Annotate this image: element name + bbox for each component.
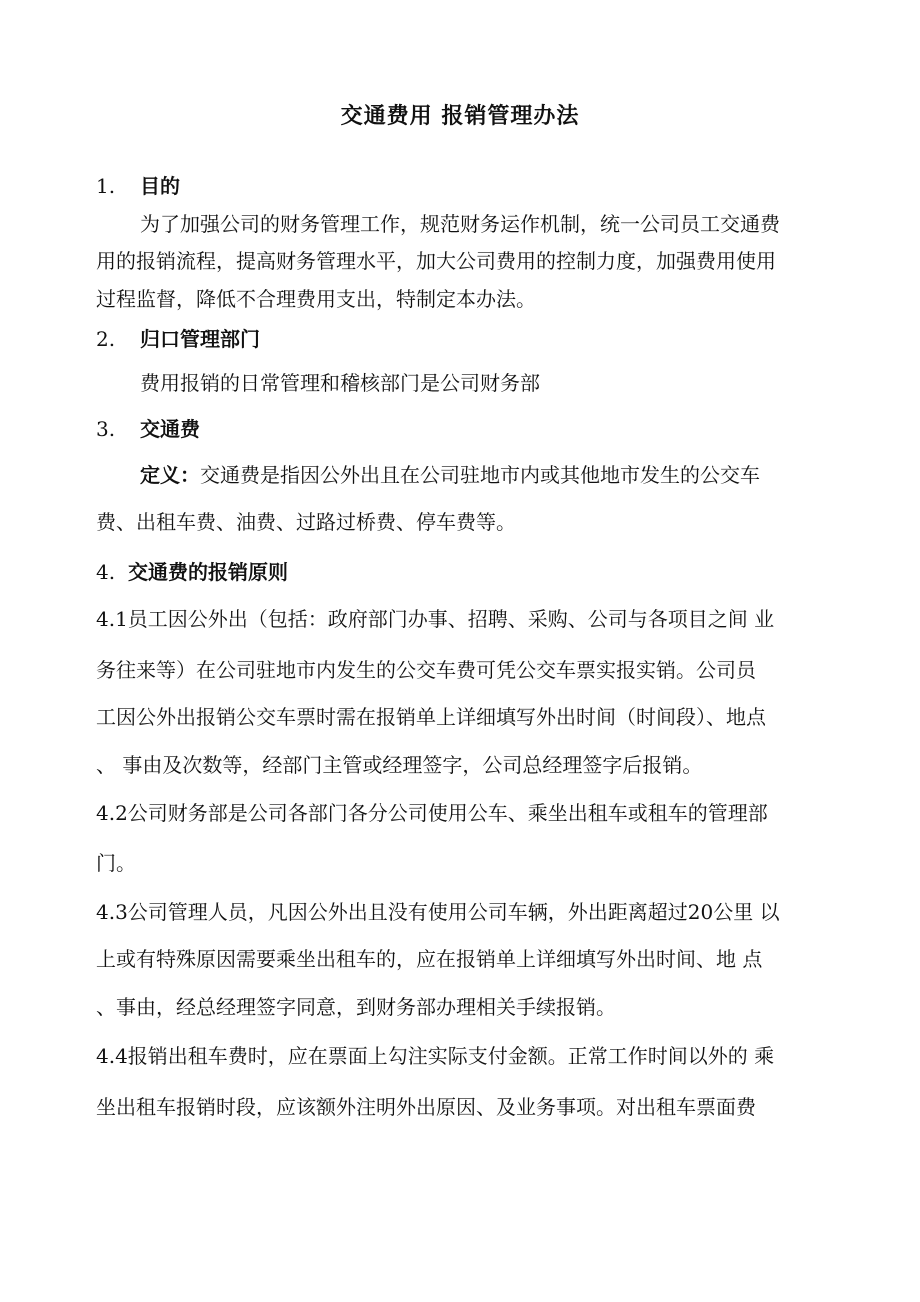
section-heading-purpose bbox=[96, 172, 180, 200]
section-heading-department bbox=[96, 325, 260, 353]
definition-line bbox=[140, 461, 760, 489]
clause-line: 上或有特殊原因需要乘坐出租车的，应在报销单上详细填写外出时间、地 点 bbox=[96, 947, 763, 971]
clause-line: 4.1员工因公外出（包括：政府部门办事、招聘、采购、公司与各项目之间 业 bbox=[96, 607, 775, 631]
paragraph-line: 为了加强公司的财务管理工作，规范财务运作机制，统一公司员工交通费 bbox=[140, 212, 780, 236]
paragraph-line: 费用报销的日常管理和稽核部门是公司财务部 bbox=[140, 371, 540, 395]
section-number: 4. bbox=[96, 560, 116, 584]
section-heading-transport bbox=[96, 415, 200, 443]
section-heading-principles bbox=[96, 558, 288, 586]
clause-line: 、 事由及次数等，经部门主管或经理签字，公司总经理签字后报销。 bbox=[96, 753, 703, 777]
paragraph-line: 过程监督，降低不合理费用支出，特制定本办法。 bbox=[96, 287, 536, 311]
section-number: 3. bbox=[96, 417, 116, 441]
section-number: 1. bbox=[96, 174, 116, 198]
clause-line: 4.4报销出租车费时，应在票面上勾注实际支付金额。正常工作时间以外的 乘 bbox=[96, 1044, 775, 1068]
paragraph-line: 用的报销流程，提高财务管理水平，加大公司费用的控制力度，加强费用使用 bbox=[96, 249, 776, 273]
paragraph-line: 费、出租车费、油费、过路过桥费、停车费等。 bbox=[96, 510, 516, 534]
clause-line: 务往来等）在公司驻地市内发生的公交车费可凭公交车票实报实销。公司员 bbox=[96, 658, 756, 682]
section-number: 2. bbox=[96, 327, 116, 351]
section-title: 交通费的报销原则 bbox=[128, 560, 288, 584]
section-title: 交通费 bbox=[140, 417, 200, 441]
clause-line: 4.3公司管理人员，凡因公外出且没有使用公司车辆，外出距离超过20公里 以 bbox=[96, 900, 780, 924]
clause-line: 坐出租车报销时段，应该额外注明外出原因、及业务事项。对出租车票面费 bbox=[96, 1095, 756, 1119]
definition-label: 定义： bbox=[140, 463, 200, 487]
clause-line: 门。 bbox=[96, 851, 136, 875]
clause-line: 4.2公司财务部是公司各部门各分公司使用公车、乘坐出租车或租车的管理部 bbox=[96, 801, 768, 825]
section-title: 目的 bbox=[140, 174, 180, 198]
definition-text: 交通费是指因公外出且在公司驻地市内或其他地市发生的公交车 bbox=[200, 463, 760, 487]
clause-line: 工因公外出报销公交车票时需在报销单上详细填写外出时间（时间段）、地点 bbox=[96, 705, 766, 729]
document-title: 交通费用 报销管理办法 bbox=[340, 104, 580, 129]
clause-line: 、事由，经总经理签字同意，到财务部办理相关手续报销。 bbox=[96, 995, 616, 1019]
section-title: 归口管理部门 bbox=[140, 327, 260, 351]
